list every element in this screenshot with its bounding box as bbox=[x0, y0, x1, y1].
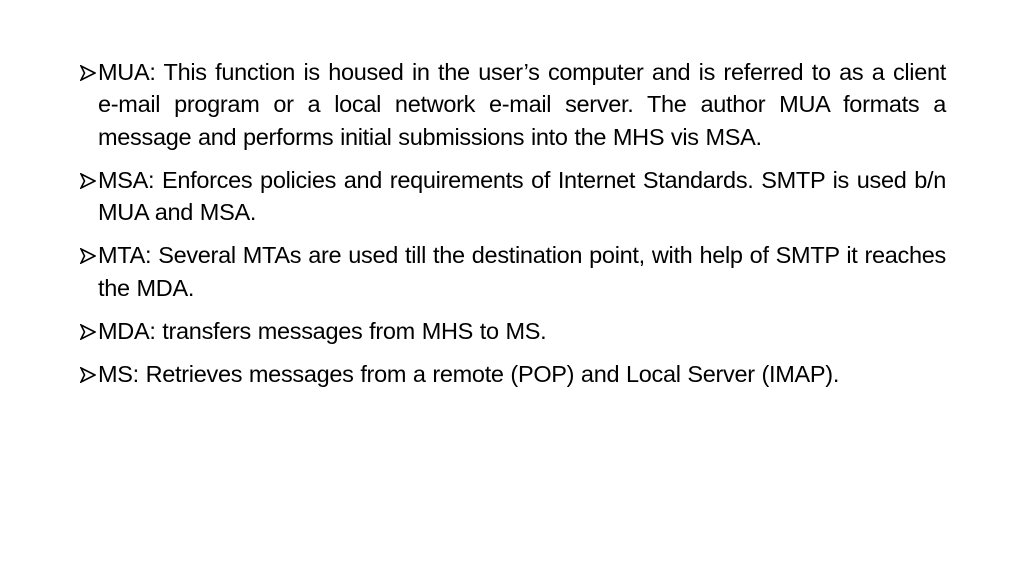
slide-content bbox=[80, 56, 946, 402]
arrow-bullet-icon bbox=[80, 248, 96, 264]
bullet-item-msa bbox=[80, 164, 946, 229]
arrow-bullet-icon bbox=[80, 173, 96, 189]
bullet-text: MDA: transfers messages from MHS to MS. bbox=[98, 318, 547, 345]
bullet-list bbox=[80, 56, 946, 391]
bullet-item-mda bbox=[80, 315, 946, 347]
bullet-text: MSA: Enforces policies and requirements of Internet Standards. SMTP is used b/n MUA and MSA. bbox=[98, 166, 946, 226]
arrow-bullet-icon bbox=[80, 65, 96, 81]
bullet-text: MTA: Several MTAs are used till the destination point, with help of SMTP it reaches the MDA. bbox=[98, 242, 946, 301]
bullet-item-mua bbox=[80, 56, 946, 153]
arrow-bullet-icon bbox=[80, 324, 96, 340]
bullet-text: MS: Retrieves messages from a remote (POP) and Local Server (IMAP). bbox=[98, 361, 840, 388]
arrow-bullet-icon bbox=[80, 367, 96, 383]
bullet-item-mta bbox=[80, 239, 946, 304]
bullet-item-ms bbox=[80, 358, 946, 390]
bullet-text: MUA: This function is housed in the user’s computer and is referred to as a client e-mail program or a local network e-mail server. The author MUA formats a message and performs initial submissions into the MHS vis MSA. bbox=[98, 59, 946, 150]
